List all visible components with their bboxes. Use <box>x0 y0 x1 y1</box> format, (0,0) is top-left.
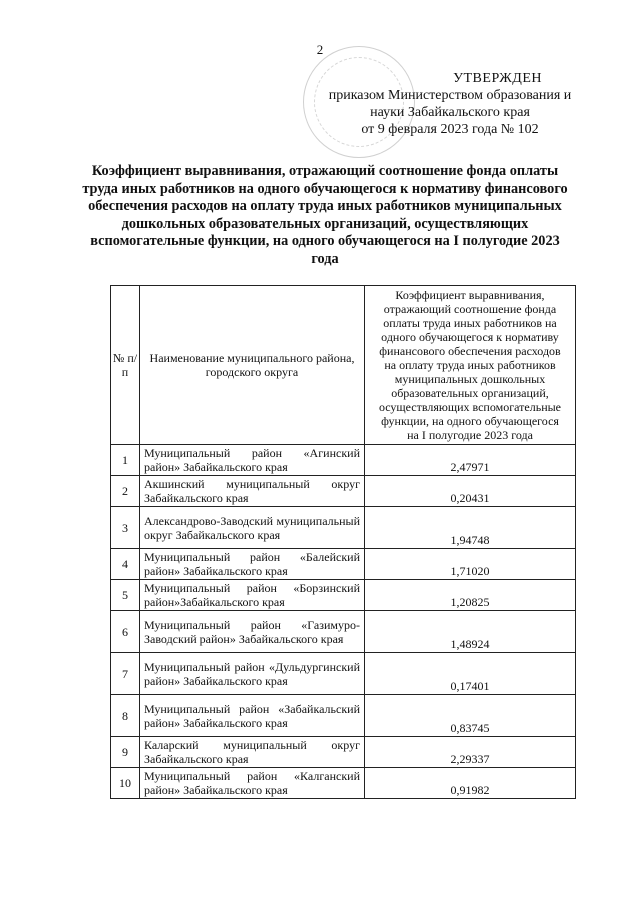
row-coefficient: 0,83745 <box>365 695 576 737</box>
row-number: 3 <box>111 507 140 549</box>
row-municipality: Муниципальный район «Газимуро-Заводский район» Забайкальского края <box>140 611 365 653</box>
row-coefficient: 1,20825 <box>365 580 576 611</box>
approval-block <box>300 70 600 138</box>
row-municipality: Каларский муниципальный округ Забайкальского края <box>140 737 365 768</box>
approval-line-1: приказом Министерством образования и <box>328 88 572 103</box>
row-number: 2 <box>111 476 140 507</box>
row-coefficient: 1,48924 <box>365 611 576 653</box>
row-municipality: Муниципальный район «Борзинский район»Забайкальского края <box>140 580 365 611</box>
table-row <box>111 653 576 695</box>
row-number: 10 <box>111 768 140 799</box>
row-municipality: Муниципальный район «Забайкальский район» Забайкальского края <box>140 695 365 737</box>
row-coefficient: 1,94748 <box>365 507 576 549</box>
table-row <box>111 549 576 580</box>
table-row <box>111 476 576 507</box>
approval-heading: УТВЕРЖДЕН <box>453 71 542 86</box>
row-number: 6 <box>111 611 140 653</box>
row-number: 1 <box>111 445 140 476</box>
row-coefficient: 0,91982 <box>365 768 576 799</box>
coefficients-table <box>110 285 576 799</box>
table-row <box>111 768 576 799</box>
approval-line-2: науки Забайкальского края <box>370 105 530 120</box>
row-number: 9 <box>111 737 140 768</box>
header-coefficient: Коэффициент выравнивания, отражающий соотношение фонда оплаты труда иных работников на одного обучающегося к нормативу финансового обеспечения расходов на оплату труда иных работников муниципальных дошкольных образовательных организаций, осуществляющих вспомогательные функции, на одного обучающегося на I полугодие 2023 года <box>365 286 576 445</box>
row-municipality: Муниципальный район «Балейский район» Забайкальского края <box>140 549 365 580</box>
table-row <box>111 611 576 653</box>
header-municipality: Наименование муниципального района, городского округа <box>140 286 365 445</box>
row-coefficient: 1,71020 <box>365 549 576 580</box>
row-coefficient: 2,47971 <box>365 445 576 476</box>
row-number: 7 <box>111 653 140 695</box>
header-number: № п/п <box>111 286 140 445</box>
page-number: 2 <box>316 42 324 57</box>
row-number: 5 <box>111 580 140 611</box>
row-municipality: Муниципальный район «Калганский район» Забайкальского края <box>140 768 365 799</box>
table-body <box>111 445 576 799</box>
table-row <box>111 580 576 611</box>
row-number: 4 <box>111 549 140 580</box>
row-municipality: Акшинский муниципальный округ Забайкальского края <box>140 476 365 507</box>
table-row <box>111 507 576 549</box>
row-municipality: Александрово-Заводский муниципальный округ Забайкальского края <box>140 507 365 549</box>
row-coefficient: 2,29337 <box>365 737 576 768</box>
table-row <box>111 695 576 737</box>
row-municipality: Муниципальный район «Дульдургинский район» Забайкальского края <box>140 653 365 695</box>
table-row <box>111 737 576 768</box>
row-coefficient: 0,20431 <box>365 476 576 507</box>
approval-line-3: от 9 февраля 2023 года № 102 <box>361 122 539 137</box>
table-row <box>111 445 576 476</box>
document-title: Коэффициент выравнивания, отражающий соотношение фонда оплаты труда иных работников на одного обучающегося к нормативу финансового обеспечения расходов на оплату труда иных работников муниципальных дошкольных образовательных организаций, осуществляющих вспомогательные функции, на одного обучающегося на I полугодие 2023 года <box>82 163 568 267</box>
table-header-row <box>111 286 576 445</box>
row-coefficient: 0,17401 <box>365 653 576 695</box>
row-municipality: Муниципальный район «Агинский район» Забайкальского края <box>140 445 365 476</box>
row-number: 8 <box>111 695 140 737</box>
